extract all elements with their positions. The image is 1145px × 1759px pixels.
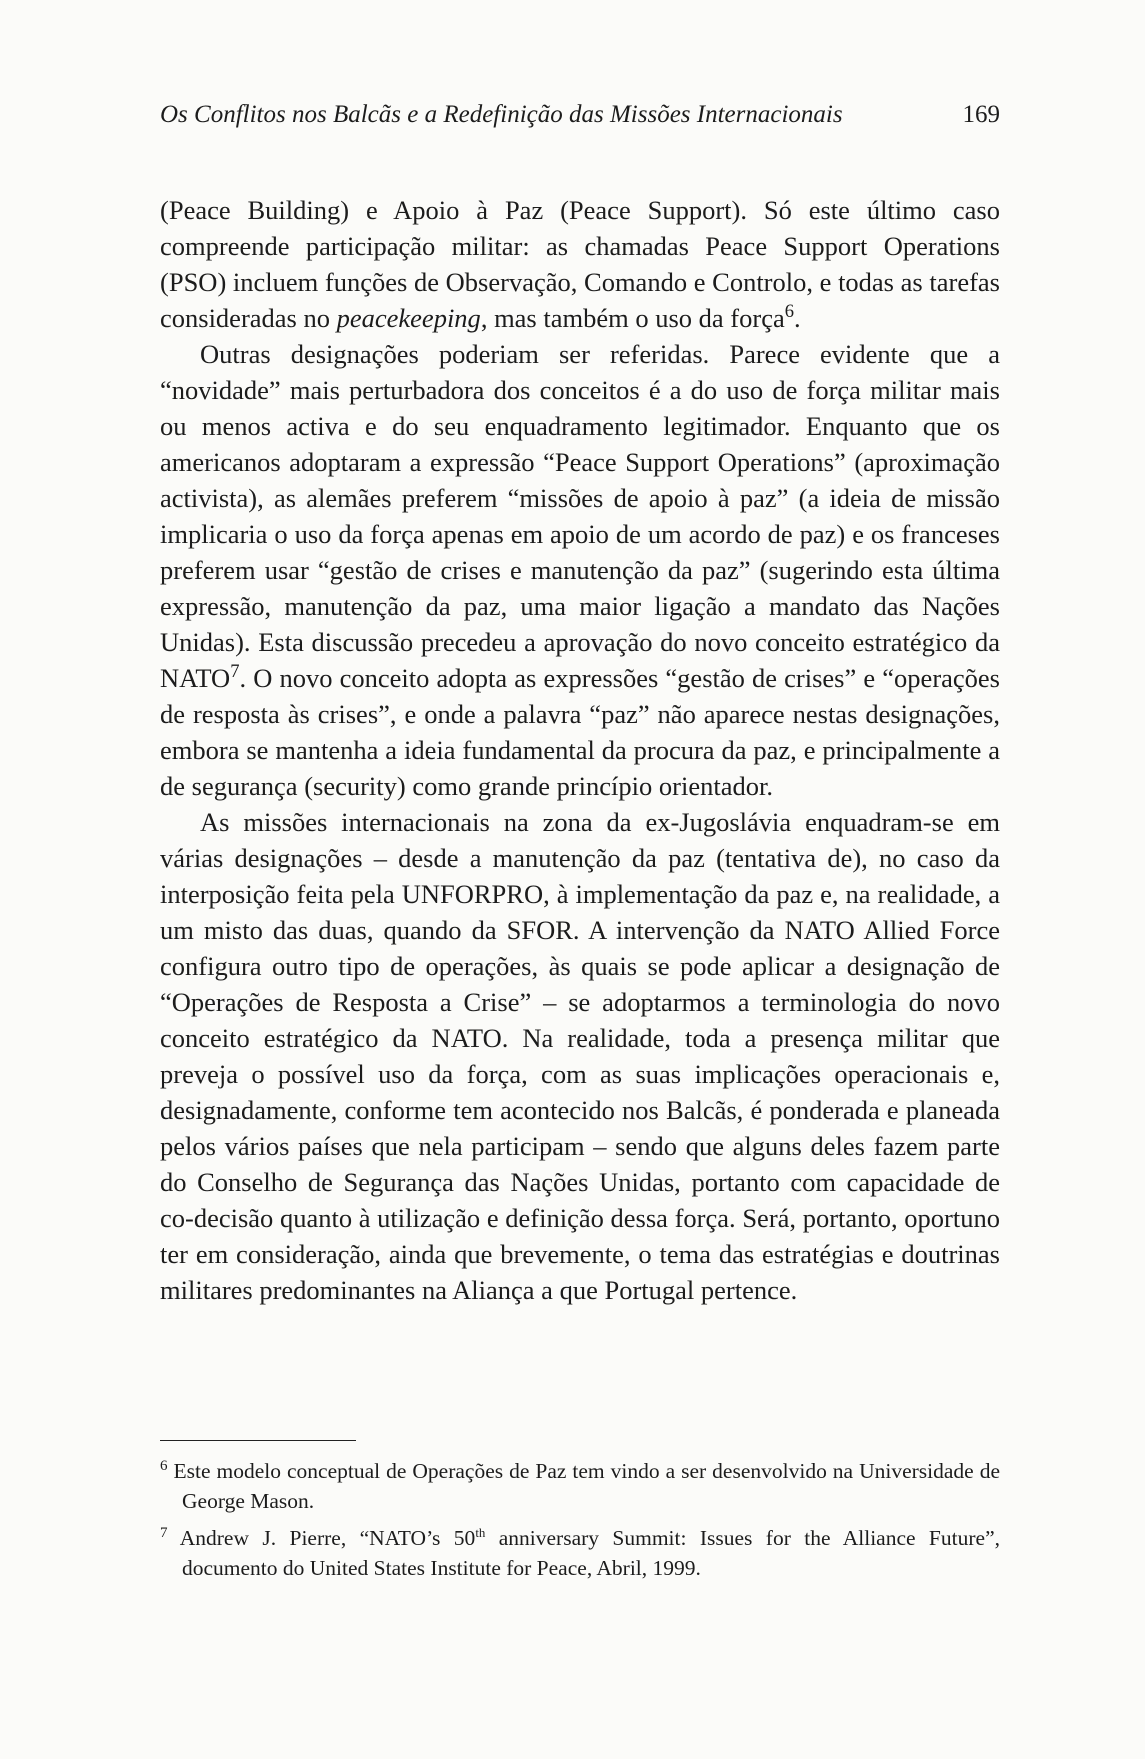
paragraph-2-text-a: Outras designações poderiam ser referidas. Parece evidente que a “novidade” mais perturbadora dos conceitos é a do uso de força militar mais ou menos activa e do seu enquadramento legitimador. Enquanto que os americanos adoptaram a expressão “Peace Support Operations” (aproximação activista), as alemães preferem “missões de apoio à paz” (a ideia de missão implicaria o uso da força apenas em apoio de um acordo de paz) e os franceses preferem usar “gestão de crises e manutenção da paz” (sugerindo esta última expressão, manutenção da paz, uma maior ligação a mandato das Nações Unidas). Esta discussão precedeu a aprovação do novo conceito estratégico da NATO bbox=[160, 339, 1000, 693]
paragraph-2-text-b: . O novo conceito adopta as expressões “gestão de crises” e “operações de resposta às crises”, e onde a palavra “paz” não aparece nestas designações, embora se mantenha a ideia fundamental da procura da paz, e principalmente a de segurança (security) como grande princípio orientador. bbox=[160, 663, 1000, 801]
footnote-ref-7[interactable]: 7 bbox=[230, 661, 240, 683]
footnote-7 bbox=[160, 1523, 1000, 1583]
paragraph-1-text-c: . bbox=[794, 303, 801, 333]
paragraph-1-text-b: , mas também o uso da força bbox=[480, 303, 785, 333]
footnote-6 bbox=[160, 1456, 1000, 1516]
running-title: Os Conflitos nos Balcãs e a Redefinição das Missões Internacionais bbox=[160, 101, 843, 128]
paragraph-1 bbox=[160, 192, 1000, 336]
footnote-divider bbox=[160, 1440, 356, 1441]
paragraph-1-italic: peacekeeping bbox=[336, 303, 481, 333]
footnote-7-superscript: th bbox=[475, 1525, 486, 1540]
footnote-7-text-b: anniversary Summit: Issues for the Alliance Future”, documento do United States Institute for Peace, Abril, 1999. bbox=[182, 1526, 1000, 1580]
footnote-6-text: Este modelo conceptual de Operações de Paz tem vindo a ser desenvolvido na Universidade de George Mason. bbox=[167, 1459, 1000, 1513]
page-number: 169 bbox=[962, 101, 1000, 128]
footnote-7-text-a: Andrew J. Pierre, “NATO’s 50 bbox=[167, 1526, 476, 1550]
footnote-7-mark: 7 bbox=[160, 1524, 168, 1541]
paragraph-1-text-a: (Peace Building) e Apoio à Paz (Peace Support). Só este último caso compreende participação militar: as chamadas Peace Support Operations (PSO) incluem funções de Observação, Comando e Controlo, e todas as tarefas consideradas no bbox=[160, 195, 1000, 333]
paragraph-2 bbox=[160, 336, 1000, 804]
footnotes bbox=[160, 1456, 1000, 1590]
body-text bbox=[160, 192, 1000, 1308]
footnote-6-mark: 6 bbox=[160, 1457, 168, 1474]
paragraph-3: As missões internacionais na zona da ex-Jugoslávia enquadram-se em várias designações – desde a manutenção da paz (tentativa de), no caso da interposição feita pela UNFORPRO, à implementação da paz e, na realidade, a um misto das duas, quando da SFOR. A intervenção da NATO Allied Force configura outro tipo de operações, às quais se pode aplicar a designação de “Operações de Resposta a Crise” – se adoptarmos a terminologia do novo conceito estratégico da NATO. Na realidade, toda a presença militar que preveja o possível uso da força, com as suas implicações operacionais e, designadamente, conforme tem acontecido nos Balcãs, é ponderada e planeada pelos vários países que nela participam – sendo que alguns deles fazem parte do Conselho de Segurança das Nações Unidas, portanto com capacidade de co-decisão quanto à utilização e definição dessa força. Será, portanto, oportuno ter em consideração, ainda que brevemente, o tema das estratégias e doutrinas militares predominantes na Aliança a que Portugal pertence. bbox=[160, 807, 1000, 1305]
footnote-ref-6[interactable]: 6 bbox=[784, 301, 794, 323]
running-header bbox=[160, 100, 1000, 130]
